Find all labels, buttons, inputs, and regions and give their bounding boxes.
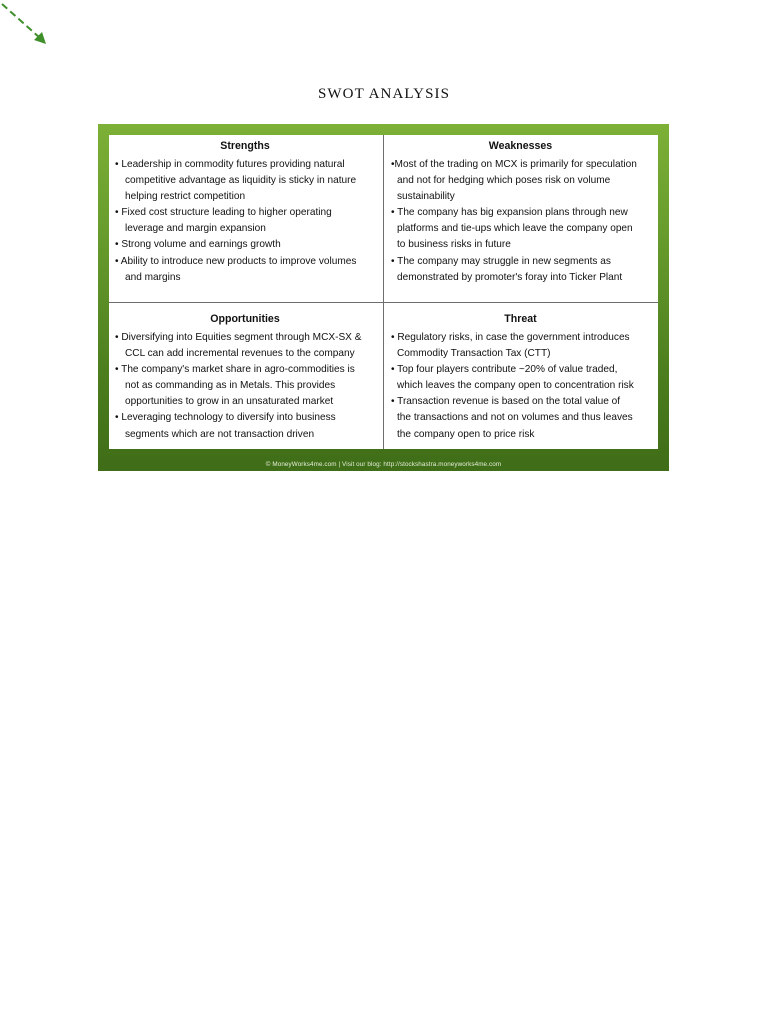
weaknesses-line: •Most of the trading on MCX is primarily for speculation <box>391 159 637 170</box>
page-title: SWOT ANALYSIS <box>317 86 451 102</box>
threat-line: the transactions and not on volumes and thus leaves <box>397 412 633 424</box>
swot-table-frame <box>98 124 669 471</box>
threat-line: • Regulatory risks, in case the government introduces <box>391 332 630 343</box>
swot-grid <box>109 135 658 449</box>
strengths-line: • Ability to introduce new products to improve volumes <box>115 255 357 267</box>
weaknesses-line: platforms and tie-ups which leave the company open <box>397 223 633 235</box>
opportunities-line: CCL can add incremental revenues to the company <box>125 348 355 360</box>
footer-credit: © MoneyWorks4me.com | Visit our blog: http://stockshastra.moneyworks4me.com <box>265 461 502 468</box>
weaknesses-quadrant <box>384 135 658 303</box>
dashed-arrow-icon <box>0 0 52 48</box>
threat-line: Commodity Transaction Tax (CTT) <box>397 348 551 360</box>
threat-line: • Top four players contribute ~20% of value traded, <box>391 364 618 376</box>
weaknesses-text <box>389 157 652 286</box>
opportunities-quadrant <box>109 303 384 449</box>
weaknesses-line: • The company has big expansion plans through new <box>391 207 628 219</box>
strengths-quadrant <box>109 135 384 303</box>
threat-quadrant <box>384 303 658 449</box>
strengths-line: • Strong volume and earnings growth <box>115 239 281 251</box>
strengths-line: helping restrict competition <box>125 191 246 203</box>
threat-line: which leaves the company open to concentration risk <box>397 380 634 392</box>
weaknesses-line: to business risks in future <box>397 239 511 251</box>
threat-text <box>389 330 652 443</box>
strengths-line: • Fixed cost structure leading to higher operating <box>115 207 332 219</box>
strengths-line: leverage and margin expansion <box>125 223 266 235</box>
threat-heading: Threat <box>504 313 537 325</box>
opportunities-text <box>113 330 377 443</box>
opportunities-heading: Opportunities <box>210 313 280 325</box>
opportunities-line: • Diversifying into Equities segment through MCX-SX & <box>115 332 362 343</box>
threat-line: • Transaction revenue is based on the total value of <box>391 396 621 408</box>
strengths-text <box>113 157 377 286</box>
opportunities-line: not as commanding as in Metals. This provides <box>125 380 336 392</box>
strengths-line: • Leadership in commodity futures providing natural <box>115 159 345 170</box>
threat-line: the company open to price risk <box>397 428 535 440</box>
weaknesses-line: • The company may struggle in new segments as <box>391 255 611 267</box>
strengths-line: competitive advantage as liquidity is sticky in nature <box>125 175 357 187</box>
strengths-line: and margins <box>125 271 181 283</box>
opportunities-line: • The company's market share in agro-commodities is <box>115 364 355 376</box>
weaknesses-line: sustainability <box>397 191 455 203</box>
weaknesses-line: and not for hedging which poses risk on volume <box>397 175 611 187</box>
weaknesses-heading: Weaknesses <box>488 140 553 152</box>
opportunities-line: segments which are not transaction driven <box>125 428 315 440</box>
weaknesses-line: demonstrated by promoter's foray into Ticker Plant <box>397 271 623 283</box>
opportunities-line: • Leveraging technology to diversify into business <box>115 412 336 424</box>
opportunities-line: opportunities to grow in an unsaturated market <box>125 396 334 408</box>
strengths-heading: Strengths <box>220 140 270 152</box>
